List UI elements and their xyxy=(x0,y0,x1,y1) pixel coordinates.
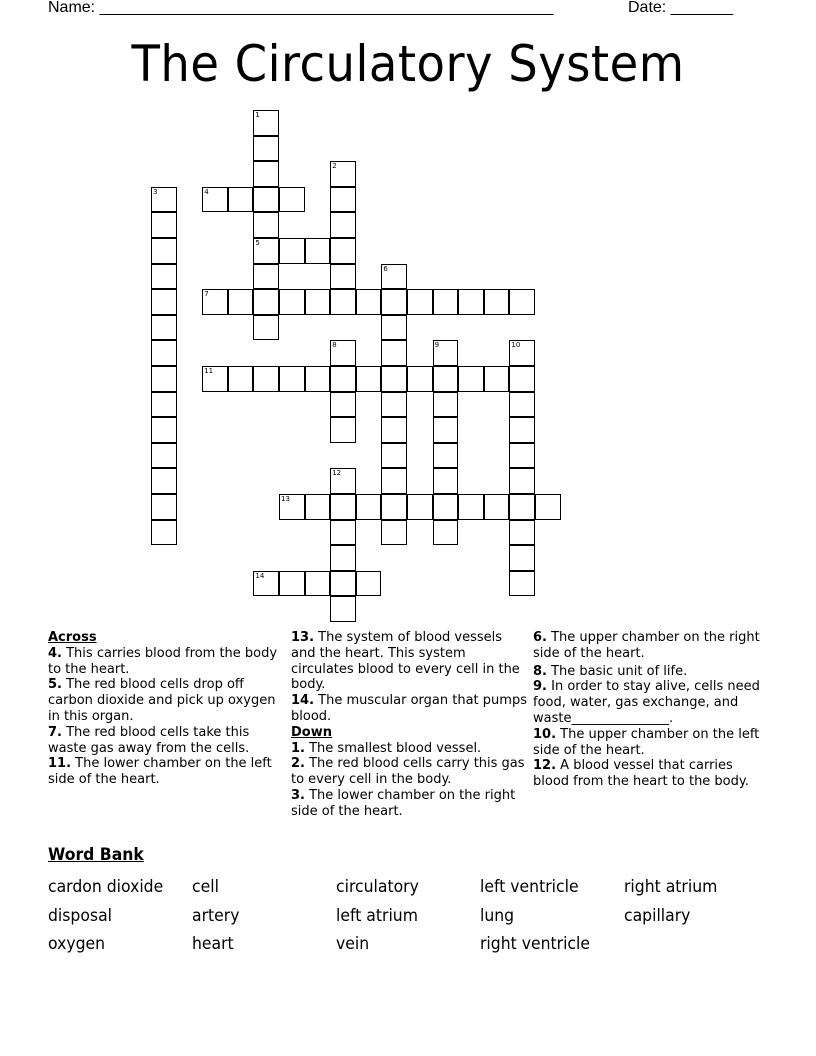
grid-cell[interactable] xyxy=(356,289,382,315)
grid-cell[interactable] xyxy=(381,340,407,366)
cell-number: 9 xyxy=(434,341,440,350)
grid-cell[interactable] xyxy=(151,238,177,264)
grid-cell[interactable] xyxy=(228,289,254,315)
grid-cell[interactable] xyxy=(253,289,279,315)
grid-cell[interactable] xyxy=(228,187,254,213)
grid-cell[interactable] xyxy=(381,468,407,494)
clue-down-12 xyxy=(533,758,769,790)
word-bank-title: Word Bank xyxy=(48,845,144,865)
grid-cell[interactable] xyxy=(253,315,279,341)
grid-cell[interactable] xyxy=(535,494,561,520)
grid-cell[interactable] xyxy=(381,520,407,546)
grid-cell[interactable] xyxy=(433,366,459,392)
grid-cell[interactable] xyxy=(433,417,459,443)
grid-cell[interactable] xyxy=(330,571,356,597)
grid-cell[interactable] xyxy=(305,366,331,392)
grid-cell[interactable] xyxy=(509,520,535,546)
grid-cell[interactable] xyxy=(330,264,356,290)
clue-number: 13. xyxy=(291,630,315,645)
grid-cell[interactable] xyxy=(253,187,279,213)
grid-cell[interactable] xyxy=(381,264,407,290)
grid-cell[interactable] xyxy=(458,494,484,520)
grid-cell[interactable] xyxy=(151,340,177,366)
grid-cell[interactable] xyxy=(356,494,382,520)
grid-cell[interactable] xyxy=(509,494,535,520)
grid-cell[interactable] xyxy=(407,289,433,315)
clue-text: The system of blood vessels and the heart. This system circulates blood to every cell in the body. xyxy=(291,630,520,693)
grid-cell[interactable] xyxy=(433,289,459,315)
grid-cell[interactable] xyxy=(151,366,177,392)
grid-cell[interactable] xyxy=(407,366,433,392)
clue-across-7 xyxy=(48,725,280,757)
grid-cell[interactable] xyxy=(151,289,177,315)
grid-cell[interactable] xyxy=(509,417,535,443)
grid-cell[interactable] xyxy=(151,417,177,443)
grid-cell[interactable] xyxy=(381,289,407,315)
grid-cell[interactable] xyxy=(330,161,356,187)
grid-cell[interactable] xyxy=(253,110,279,136)
clue-text: The upper chamber on the right side of the heart. xyxy=(533,630,760,661)
clue-number: 14. xyxy=(291,693,315,709)
clues-column-3 xyxy=(533,630,769,790)
grid-cell[interactable] xyxy=(253,571,279,597)
clue-down-1 xyxy=(291,741,527,757)
clue-down-2 xyxy=(291,756,527,788)
clue-text: The red blood cells carry this gas to every cell in the body. xyxy=(291,756,525,788)
word-bank-word: vein xyxy=(336,934,370,954)
grid-cell[interactable] xyxy=(330,289,356,315)
clue-text: The red blood cells take this waste gas away from the cells. xyxy=(48,724,250,756)
clue-number: 10. xyxy=(533,726,557,742)
header xyxy=(48,0,768,20)
grid-cell[interactable] xyxy=(381,494,407,520)
grid-cell[interactable] xyxy=(330,545,356,571)
clue-text: A blood vessel that carries blood from the heart to the body. xyxy=(533,758,749,790)
cell-number: 2 xyxy=(332,162,337,171)
grid-cell[interactable] xyxy=(381,417,407,443)
grid-cell[interactable] xyxy=(279,187,305,213)
grid-cell[interactable] xyxy=(330,212,356,238)
word-bank-word: right atrium xyxy=(624,877,718,897)
grid-cell[interactable] xyxy=(330,366,356,392)
grid-cell[interactable] xyxy=(330,596,356,622)
clue-down-9 xyxy=(533,679,769,726)
grid-cell[interactable] xyxy=(330,520,356,546)
clue-text: This carries blood from the body to the heart. xyxy=(48,645,278,677)
clue-number: 9. xyxy=(533,679,547,695)
grid-cell[interactable] xyxy=(279,494,305,520)
clue-down-3 xyxy=(291,788,527,820)
grid-cell[interactable] xyxy=(509,571,535,597)
grid-cell[interactable] xyxy=(330,468,356,494)
clue-down-10 xyxy=(533,727,769,759)
word-bank-word: oxygen xyxy=(48,934,106,954)
cell-number: 5 xyxy=(255,239,260,247)
grid-cell[interactable] xyxy=(356,366,382,392)
grid-cell[interactable] xyxy=(330,392,356,418)
grid-cell[interactable] xyxy=(305,571,331,597)
cell-number: 7 xyxy=(204,290,209,299)
cell-number: 10 xyxy=(511,341,521,350)
grid-cell[interactable] xyxy=(330,417,356,443)
cell-number: 4 xyxy=(204,187,209,196)
cell-number: 11 xyxy=(204,367,214,375)
grid-cell[interactable] xyxy=(381,443,407,469)
page-title: The Circulatory System xyxy=(131,35,685,93)
grid-cell[interactable] xyxy=(407,494,433,520)
grid-cell[interactable] xyxy=(253,264,279,290)
clue-across-4 xyxy=(48,646,280,678)
grid-cell[interactable] xyxy=(509,443,535,469)
clue-number: 11. xyxy=(48,756,72,772)
word-bank-word: disposal xyxy=(48,905,112,926)
clue-number: 6. xyxy=(533,630,547,645)
grid-cell[interactable] xyxy=(458,289,484,315)
word-bank-word: lung xyxy=(480,905,515,926)
word-bank-word: right ventricle xyxy=(480,934,590,954)
clues-column-2 xyxy=(291,630,527,820)
name-field[interactable]: Name: ___________________________________________________ xyxy=(48,0,554,16)
grid-cell[interactable] xyxy=(509,366,535,392)
word-bank-word: capillary xyxy=(624,905,691,926)
grid-cell[interactable] xyxy=(433,340,459,366)
grid-cell[interactable] xyxy=(458,366,484,392)
clue-text: The lower chamber on the left side of the heart. xyxy=(48,756,272,788)
grid-cell[interactable] xyxy=(484,366,510,392)
grid-cell[interactable] xyxy=(305,238,331,264)
grid-cell[interactable] xyxy=(151,392,177,418)
clue-text: The upper chamber on the left side of the heart. xyxy=(533,726,760,758)
grid-cell[interactable] xyxy=(381,315,407,341)
grid-cell[interactable] xyxy=(305,289,331,315)
clue-number: 8. xyxy=(533,663,547,679)
clue-number: 5. xyxy=(48,677,62,693)
grid-cell[interactable] xyxy=(433,443,459,469)
grid-cell[interactable] xyxy=(253,212,279,238)
grid-cell[interactable] xyxy=(433,468,459,494)
clue-number: 12. xyxy=(533,758,557,774)
grid-cell[interactable] xyxy=(253,161,279,187)
grid-cell[interactable] xyxy=(151,468,177,494)
grid-cell[interactable] xyxy=(509,545,535,571)
grid-cell[interactable] xyxy=(433,494,459,520)
word-bank-word: cardon dioxide xyxy=(48,877,164,897)
grid-cell[interactable] xyxy=(330,494,356,520)
clue-down-8 xyxy=(533,664,769,680)
word-bank-word: cell xyxy=(192,877,219,897)
clue-number: 7. xyxy=(48,724,62,740)
grid-cell[interactable] xyxy=(253,136,279,162)
clue-text: The basic unit of life. xyxy=(546,663,688,679)
grid-cell[interactable] xyxy=(279,289,305,315)
grid-cell[interactable] xyxy=(356,571,382,597)
clue-number: 2. xyxy=(291,756,305,772)
grid-cell[interactable] xyxy=(330,187,356,213)
grid-cell[interactable] xyxy=(330,238,356,264)
grid-cell[interactable] xyxy=(381,366,407,392)
grid-cell[interactable] xyxy=(253,366,279,392)
date-field[interactable]: Date: _______ xyxy=(628,0,733,16)
clue-number: 4. xyxy=(48,645,62,661)
clue-text: The red blood cells drop off carbon dioxide and pick up oxygen in this organ. xyxy=(48,677,276,724)
grid-cell[interactable] xyxy=(381,392,407,418)
word-bank-word: circulatory xyxy=(336,877,419,897)
grid-cell[interactable] xyxy=(433,392,459,418)
grid-cell[interactable] xyxy=(330,340,356,366)
clue-text: In order to stay alive, cells need food, water, gas exchange, and waste_______________. xyxy=(533,679,760,726)
cell-number: 3 xyxy=(153,187,158,196)
cell-number: 13 xyxy=(281,495,290,503)
grid-cell[interactable] xyxy=(151,212,177,238)
clue-text: The smallest blood vessel. xyxy=(304,740,482,756)
clue-across-14 xyxy=(291,693,527,725)
grid-cell[interactable] xyxy=(509,340,535,366)
word-bank-word: artery xyxy=(192,905,240,926)
clue-across-11 xyxy=(48,756,280,788)
down-heading: Down xyxy=(291,724,332,740)
grid-cell[interactable] xyxy=(228,366,254,392)
grid-cell[interactable] xyxy=(253,238,279,264)
cell-number: 14 xyxy=(255,571,265,580)
cell-number: 8 xyxy=(332,341,337,350)
grid-cell[interactable] xyxy=(202,289,228,315)
grid-cell[interactable] xyxy=(509,392,535,418)
clue-text: The muscular organ that pumps blood. xyxy=(291,693,527,724)
grid-cell[interactable] xyxy=(151,443,177,469)
across-heading: Across xyxy=(48,630,97,645)
grid-cell[interactable] xyxy=(279,238,305,264)
grid-cell[interactable] xyxy=(305,494,331,520)
grid-cell[interactable] xyxy=(151,520,177,546)
word-bank-word: heart xyxy=(192,934,234,954)
grid-cell[interactable] xyxy=(509,289,535,315)
clue-number: 3. xyxy=(291,787,305,803)
cell-number: 12 xyxy=(332,469,342,478)
word-bank-word: left atrium xyxy=(336,905,418,926)
grid-cell[interactable] xyxy=(202,366,228,392)
clue-across-5 xyxy=(48,677,280,724)
grid-cell[interactable] xyxy=(279,366,305,392)
grid-cell[interactable] xyxy=(509,468,535,494)
clue-down-6 xyxy=(533,630,769,662)
grid-cell[interactable] xyxy=(151,315,177,341)
clue-text: The lower chamber on the right side of the heart. xyxy=(291,787,516,819)
grid-cell[interactable] xyxy=(279,571,305,597)
grid-cell[interactable] xyxy=(151,494,177,520)
grid-cell[interactable] xyxy=(433,520,459,546)
grid-cell[interactable] xyxy=(484,494,510,520)
cell-number: 1 xyxy=(255,111,260,119)
word-bank-word: left ventricle xyxy=(480,877,579,897)
grid-cell[interactable] xyxy=(151,187,177,213)
cell-number: 6 xyxy=(383,264,388,273)
grid-cell[interactable] xyxy=(202,187,228,213)
grid-cell[interactable] xyxy=(484,289,510,315)
clues-column-1 xyxy=(48,630,280,788)
clue-across-13 xyxy=(291,630,527,693)
clue-number: 1. xyxy=(291,740,305,756)
grid-cell[interactable] xyxy=(151,264,177,290)
